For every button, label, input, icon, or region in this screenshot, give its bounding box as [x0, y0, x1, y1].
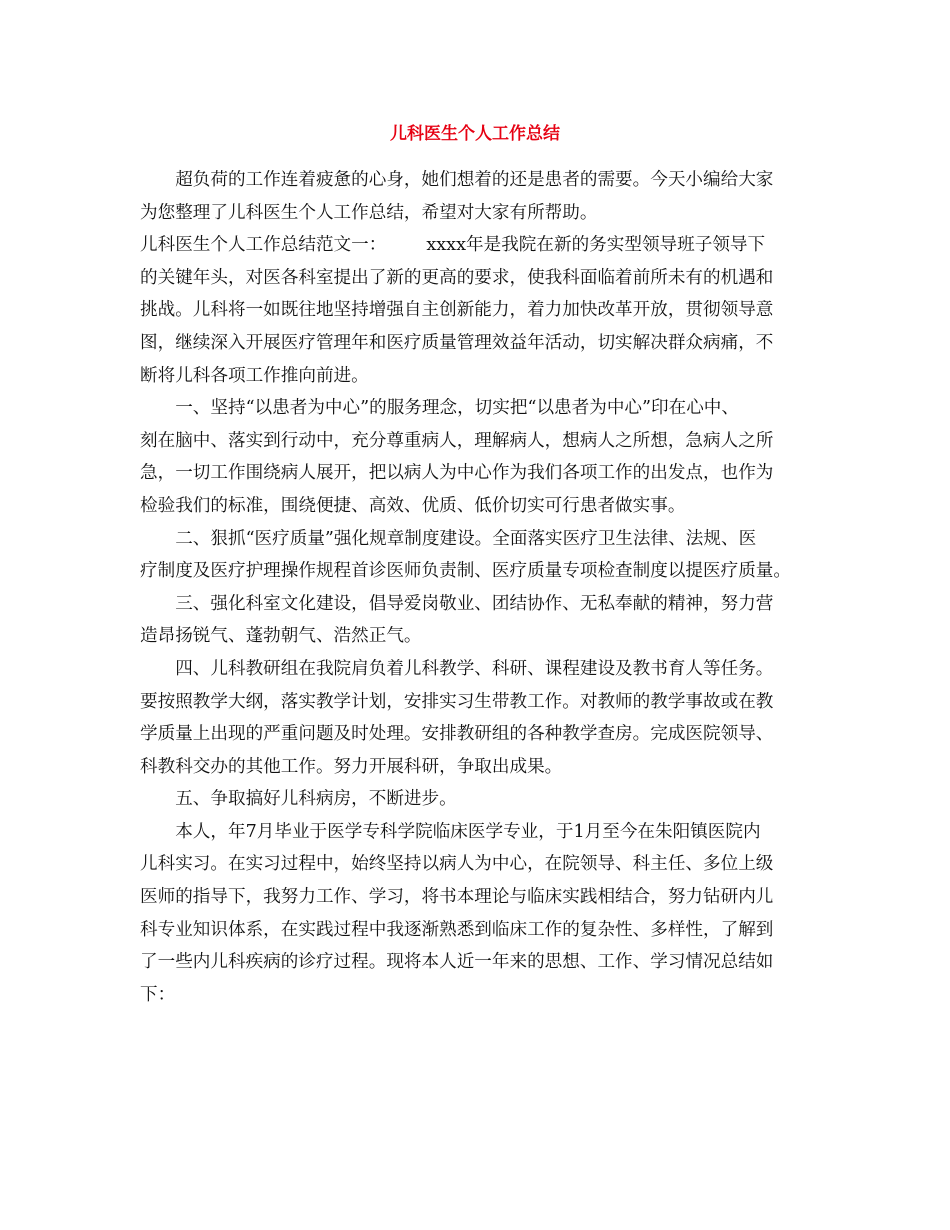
text-line: 疗制度及医疗护理操作规程首诊医师负责制、医疗质量专项检查制度以提医疗质量。 [140, 561, 791, 582]
text-line: 检验我们的标准，围绕便捷、高效、优质、低价切实可行患者做实事。 [140, 495, 686, 516]
section-paragraph-5 [140, 783, 816, 816]
text-line: 学质量上出现的严重问题及时处理。安排教研组的各种教学查房。完成医院领导、 [140, 724, 774, 745]
text-line: 五、争取搞好儿科病房，不断进步。 [175, 789, 457, 810]
section-paragraph-4 [140, 653, 816, 783]
text-line: 图，继续深入开展医疗管理年和医疗质量管理效益年活动，切实解决群众病痛，不 [140, 332, 774, 353]
text-line: 要按照教学大纲，落实教学计划，安排实习生带教工作。对教师的教学事故或在教 [140, 691, 774, 712]
text-line: 儿科实习。在实习过程中，始终坚持以病人为中心，在院领导、科主任、多位上级 [140, 854, 774, 875]
text-line: 急，一切工作围绕病人展开，把以病人为中心作为我们各项工作的出发点，也作为 [140, 463, 774, 484]
text-line: 断将儿科各项工作推向前进。 [140, 365, 369, 386]
sample-heading: 儿科医生个人工作总结范文一： [140, 235, 387, 256]
text-line: 三、强化科室文化建设，倡导爱岗敬业、团结协作、无私奉献的精神，努力营 [175, 593, 774, 614]
text-line: 造昂扬锐气、蓬勃朝气、浩然正气。 [140, 626, 422, 647]
text-line: 了一些内儿科疾病的诊疗过程。现将本人近一年来的思想、工作、学习情况总结如 [140, 952, 774, 973]
text-line: 下： [140, 984, 176, 1005]
sample-paragraph-1 [140, 229, 816, 392]
text-fragment: xxxx年是我院在新的务实型领导班子领导下 [426, 235, 766, 256]
document-title: 儿科医生个人工作总结 [390, 124, 560, 144]
section-paragraph-2 [140, 523, 816, 588]
text-line: 刻在脑中、落实到行动中，充分尊重病人，理解病人，想病人之所想，急病人之所 [140, 430, 774, 451]
text-line: 科教科交办的其他工作。努力开展科研，争取出成果。 [140, 756, 563, 777]
text-line: 为您整理了儿科医生个人工作总结，希望对大家有所帮助。 [140, 202, 598, 223]
section-paragraph-3 [140, 588, 816, 653]
document-body [140, 164, 816, 1011]
summary-paragraph [140, 816, 816, 1012]
text-line: 挑战。儿科将一如既往地坚持增强自主创新能力，着力加快改革开放，贯彻领导意 [140, 300, 774, 321]
text-line [140, 229, 816, 262]
text-line: 二、狠抓“医疗质量”强化规章制度建设。全面落实医疗卫生法律、法规、医 [175, 528, 757, 549]
text-line: 医师的指导下，我努力工作、学习，将书本理论与临床实践相结合，努力钻研内儿 [140, 887, 774, 908]
text-line: 科专业知识体系，在实践过程中我逐渐熟悉到临床工作的复杂性、多样性，了解到 [140, 919, 774, 940]
intro-paragraph [140, 164, 816, 229]
text-line: 的关键年头，对医各科室提出了新的更高的要求，使我科面临着前所未有的机遇和 [140, 267, 774, 288]
text-line: 四、儿科教研组在我院肩负着儿科教学、科研、课程建设及教书育人等任务。 [175, 658, 774, 679]
section-paragraph-1 [140, 392, 816, 522]
text-line: 超负荷的工作连着疲惫的心身，她们想着的还是患者的需要。今天小编给大家 [175, 170, 774, 190]
text-line: 一、坚持“以患者为中心”的服务理念，切实把“以患者为中心”印在心中、 [175, 398, 739, 419]
text-line: 本人，年7月毕业于医学专科学院临床医学专业，于1月至今在朱阳镇医院内 [175, 821, 761, 842]
